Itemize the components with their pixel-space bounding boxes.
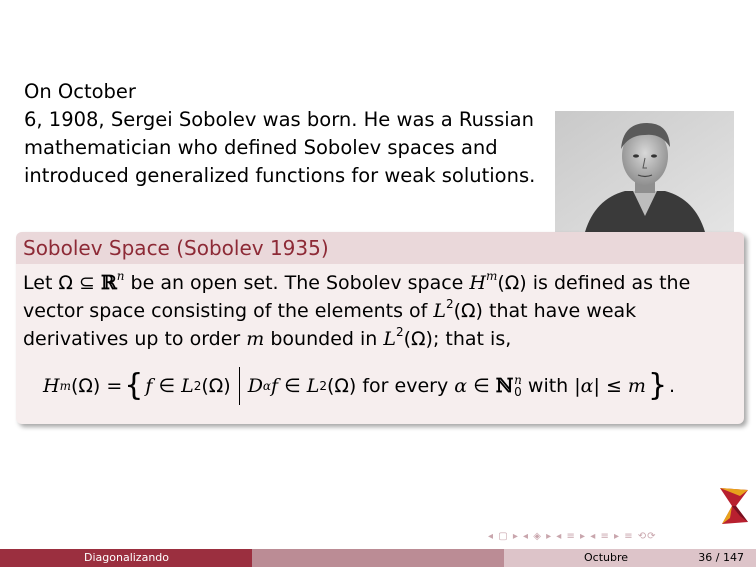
formula-H: H: [43, 375, 60, 397]
formula-L: L: [306, 375, 320, 397]
text: vector space consisting of the elements of: [23, 300, 434, 322]
formula-text: with |: [521, 375, 581, 397]
page-number: 36 / 147: [698, 551, 744, 564]
block-title: Sobolev Space (Sobolev 1935): [16, 232, 744, 264]
formula-text: | ≤: [593, 375, 628, 397]
definition-line: [23, 297, 736, 325]
text: (Ω) that have weak: [453, 300, 637, 322]
text: bounded in: [264, 328, 384, 350]
text: Let Ω ⊆: [23, 272, 101, 294]
formula-text: (Ω): [201, 375, 231, 397]
exponent: m: [485, 269, 498, 283]
formula-exp: n: [514, 373, 522, 387]
definition-line: [23, 269, 736, 297]
beamer-navigation-icon[interactable]: ◂ ▢ ▸ ◂ ◈ ▸ ◂ ≡ ▸ ◂ ≡ ▸ ≡ ⟲⟳: [488, 531, 657, 542]
formula-f: f: [271, 375, 279, 397]
footer-right: [504, 549, 756, 567]
intro-paragraph: [24, 78, 534, 190]
display-formula: H m (Ω) = { f ∈ L 2 (Ω) D α f ∈ L 2 (Ω) for every α ∈ ℕ n 0 with | α | ≤ m } .: [43, 368, 676, 403]
reals-symbol: ℝ: [100, 272, 117, 294]
formula-L: L: [181, 375, 194, 397]
formula-sub: 0: [514, 385, 522, 399]
footer-middle: [252, 549, 504, 567]
formula-text: ∈: [152, 375, 182, 397]
text: be an open set. The Sobolev space: [124, 272, 470, 294]
formula-f: f: [145, 375, 153, 397]
footer-left: [0, 549, 252, 567]
formula-period: .: [669, 375, 676, 397]
footer-date: Octubre: [584, 551, 629, 564]
lebesgue-L: L: [383, 328, 396, 350]
sobolev-H: H: [469, 272, 486, 294]
lebesgue-L: L: [433, 300, 446, 322]
footer-title: Diagonalizando: [84, 551, 170, 564]
text: derivatives up to order: [23, 328, 247, 350]
text: (Ω) is defined as the: [497, 272, 691, 294]
formula-alpha: α: [580, 375, 594, 397]
such-that-bar: [239, 367, 240, 405]
block-body: [16, 264, 744, 405]
sobolev-portrait: [555, 111, 734, 232]
definition-block: [16, 232, 744, 424]
exponent: 2: [395, 325, 404, 339]
open-brace: {: [124, 368, 144, 403]
naturals-symbol: ℕ: [495, 375, 514, 397]
formula-text: (Ω) =: [70, 375, 123, 397]
close-brace: }: [647, 368, 668, 403]
exponent: 2: [445, 297, 454, 311]
intro-line: introduced generalized functions for weak solutions.: [24, 164, 536, 187]
exponent: n: [116, 269, 125, 283]
formula-text: ∈: [467, 375, 496, 397]
intro-line: mathematician who defined Sobolev spaces and: [24, 136, 498, 159]
text: (Ω); that is,: [403, 328, 512, 350]
formula-alpha: α: [454, 375, 468, 397]
definition-line: [23, 325, 736, 353]
formula-scripts: [514, 374, 522, 398]
intro-line: 6, 1908, Sergei Sobolev was born. He was a Russian: [24, 108, 534, 131]
hourglass-logo-icon: [718, 486, 750, 526]
order-m: m: [246, 328, 265, 350]
formula-text: (Ω) for every: [326, 375, 455, 397]
formula-m: m: [627, 375, 646, 397]
formula-D: D: [247, 375, 263, 397]
intro-line: On October: [24, 80, 136, 103]
formula-text: ∈: [278, 375, 307, 397]
footer: [0, 549, 756, 567]
